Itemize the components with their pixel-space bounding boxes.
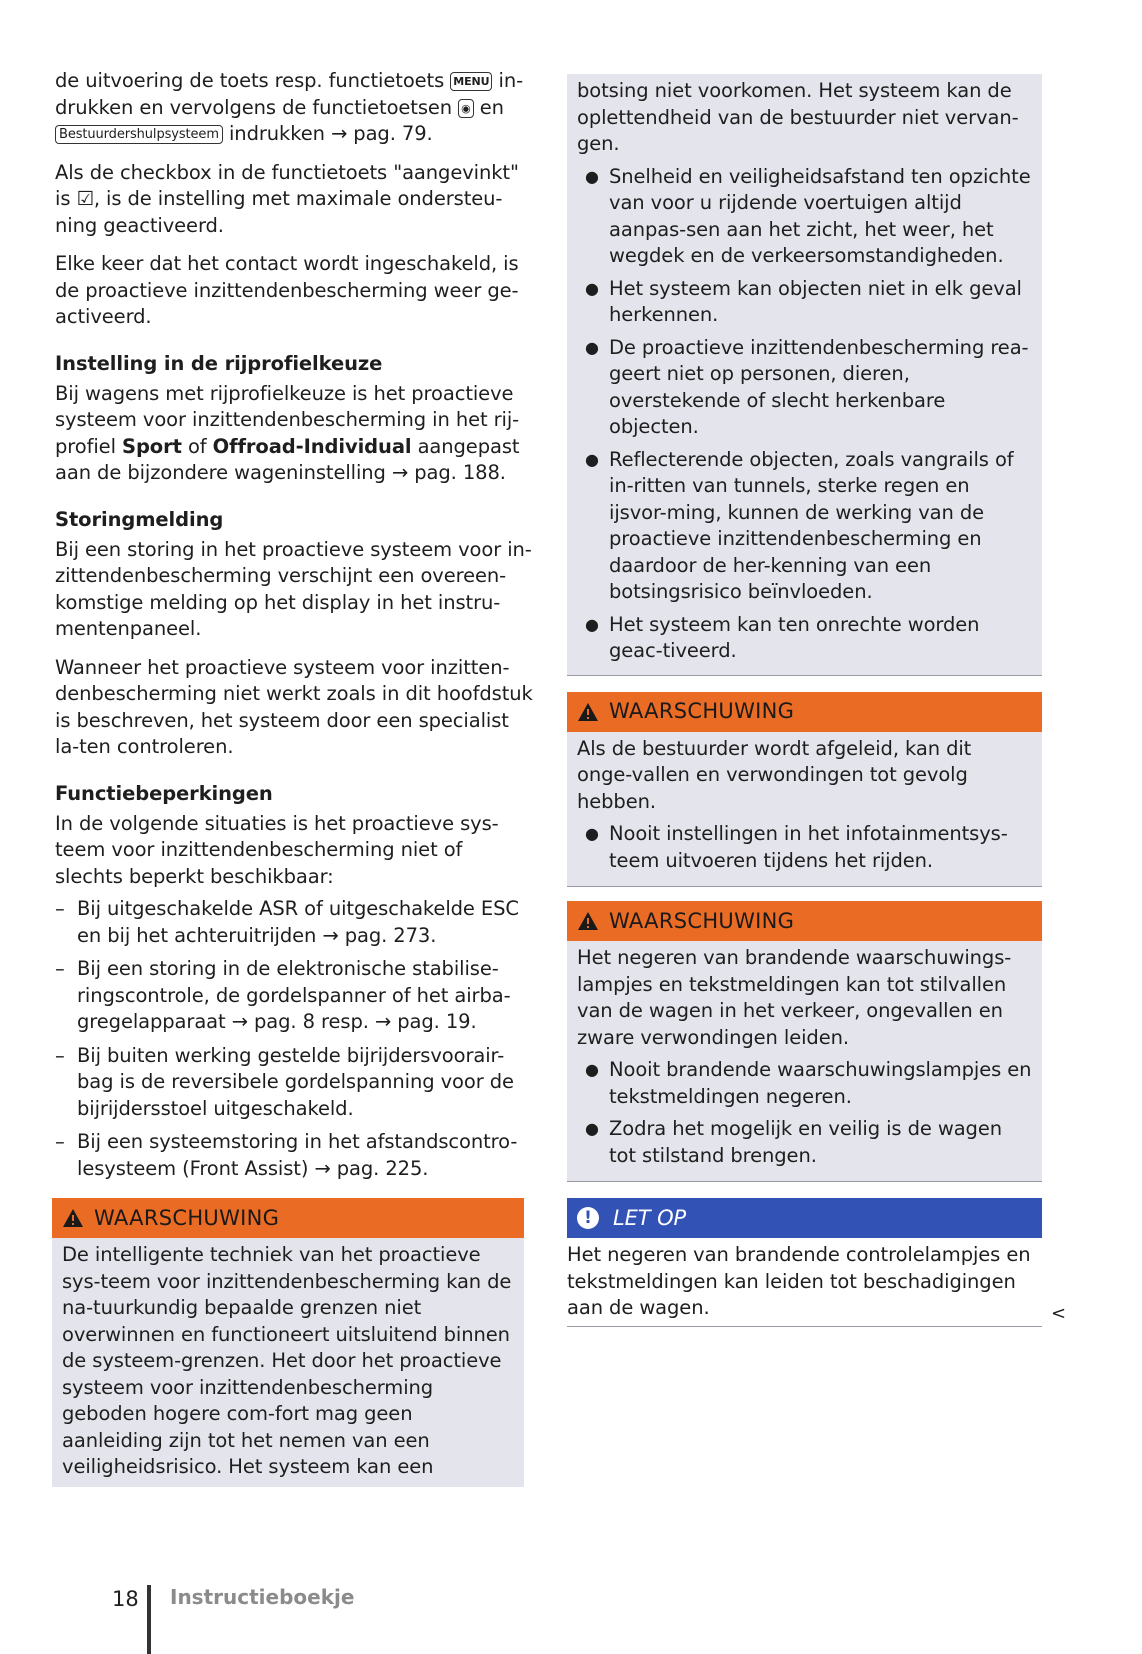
fault-paragraph-1: Bij een storing in het proactieve systeem voor in-zittendenbescherming verschijnt een overeen-komstige melding op het display in het instru-mentenpaneel. [55,537,532,640]
driver-assist-key: Bestuurdershulpsysteem [55,125,223,144]
list-item: – Bij een systeemstoring in het afstandscontro-lesysteem (Front Assist) → pag. 225. [55,1130,518,1180]
heading-limits: Functiebeperkingen [55,781,273,805]
section-end-marker: < [1051,1303,1066,1324]
continued-text: botsing niet voorkomen. Het systeem kan de oplettendheid van de bestuurder niet vervan-gen. [577,79,1019,155]
warning-header [567,692,1042,732]
warning-bullets [577,821,1032,874]
note-header [567,1198,1042,1238]
page-number: 18 [112,1587,139,1611]
warning-bullets [577,1057,1032,1169]
list-item: – Bij een storing in de elektronische stabilise-ringscontrole, de gordelspanner of het airba-gregelapparaat → pag. 8 resp. → pag. 19. [55,957,511,1033]
footer-title: Instructieboekje [170,1585,355,1609]
page-footer [0,1585,1142,1654]
list-item: ● Nooit instellingen in het infotainmentsys-teem uitvoeren tijdens het rijden. [585,822,1008,872]
list-item: ● Het systeem kan ten onrechte worden geac-tiveerd. [585,612,980,662]
profile-sport: Sport [122,434,182,458]
limits-paragraph: In de volgende situaties is het proactieve sys-teem voor inzittendenbescherming niet of slechts beperkt beschikbaar: [55,811,499,888]
list-item: – Bij uitgeschakelde ASR of uitgeschakelde ESC en bij het achteruitrijden → pag. 273. [55,897,519,947]
warning-triangle-icon [577,702,599,722]
intro-paragraph [55,68,533,148]
warning-text: Het negeren van brandende waarschuwings-lampjes en tekstmeldingen kan tot stilvallen van de wagen in het verkeer, ongevallen en zware verwondingen leiden. [577,946,1012,1049]
right-column [567,74,1066,1327]
list-item: ● Zodra het mogelijk en veilig is de wagen tot stilstand brengen. [585,1117,1002,1167]
list-item: ● Nooit brandende waarschuwingslampjes en tekstmeldingen negeren. [585,1058,1032,1108]
warning-body [567,941,1042,1182]
intro-text-1: de uitvoering de toets resp. functietoets [55,69,451,92]
warning-body [567,732,1042,888]
intro-text-3: en [473,95,504,119]
warning-header [52,1198,524,1238]
menu-key: MENU [450,72,492,91]
heading-fault: Storingmelding [55,507,224,531]
contact-paragraph: Elke keer dat het contact wordt ingeschakeld, is de proactieve inzittendenbescherming weer ge-activeerd. [55,252,519,328]
fault-paragraph-2: Wanneer het proactieve systeem voor inzitten-denbescherming niet werkt zoals in dit hoofdstuk is beschreven, het systeem door een specialist la-ten controleren. [55,655,533,758]
profile-text-1: Bij wagens met rijprofielkeuze is het proactieve systeem voor inzittendenbescherming in het rij-profiel [55,381,520,458]
profile-offroad: Offroad-Individual [212,434,412,458]
list-item: ● Reflecterende objecten, zoals vangrails of in-ritten van tunnels, sterke regen en ijsvor-ming, kunnen de werking van de proactieve inzittendenbescherming en daardoor de her-kenning van een botsingsrisico beïnvloeden. [585,447,1014,603]
warning-box-left [52,1198,524,1487]
intro-text-4: indrukken → pag. 79. [222,122,433,145]
checkbox-paragraph: Als de checkbox in de functietoets "aangevinkt" is ☑, is de instelling met maximale ondersteu-ning geactiveerd. [55,160,519,237]
warning-header [567,901,1042,941]
warning-box-2 [567,901,1042,1182]
warning-triangle-icon [577,911,599,931]
continued-bullets [577,164,1032,665]
warning-title: WAARSCHUWING [609,908,795,933]
warning-title: WAARSCHUWING [609,699,795,724]
note-body [567,1238,1066,1327]
warning-body [52,1238,524,1487]
assist-key-icon: ◉ [458,99,474,118]
list-item: ● De proactieve inzittendenbescherming rea-geert niet op personen, dieren, overstekende of slecht herkenbare objecten. [585,335,1029,438]
warning-triangle-icon [62,1208,84,1228]
profile-paragraph [55,381,533,487]
left-column [55,68,533,1487]
warning-title: WAARSCHUWING [94,1205,280,1230]
note-text: Het negeren van brandende controlelampjes en tekstmeldingen kan leiden tot beschadigingen aan de wagen. [567,1243,1031,1319]
profile-text-3: aangepast aan de bijzondere wageninstelling → pag. 188. [55,434,520,484]
warning-text: De intelligente techniek van het proactieve sys-teem voor inzittendenbescherming kan de na-tuurkundig bepaalde grenzen niet overwinnen en functioneert uitsluitend binnen de systeem-grenzen. Het door het proactieve systeem voor inzittendenbescherming geboden hogere com-fort mag geen aanleiding zijn tot het nemen van een veiligheidsrisico. Het systeem kan een [62,1243,512,1478]
heading-profile: Instelling in de rijprofielkeuze [55,351,383,375]
profile-text-2: of [181,434,213,458]
warning-box-1 [567,692,1042,888]
continued-warning-body [567,74,1042,676]
list-item: ● Snelheid en veiligheidsafstand ten opzichte van voor u rijdende voertuigen altijd aanpas-sen aan het zicht, het weer, het wegdek en de verkeersomstandigheden. [585,164,1031,267]
list-item: ● Het systeem kan objecten niet in elk geval herkennen. [585,276,1022,326]
note-title: LET OP [613,1205,687,1230]
exclamation-circle-icon: ! [577,1207,599,1229]
warning-text: Als de bestuurder wordt afgeleid, kan dit onge-vallen en verwondingen tot gevolg hebben. [577,736,972,813]
limits-list [55,896,533,1182]
footer-divider [147,1585,151,1654]
note-box [567,1198,1066,1327]
list-item: – Bij buiten werking gestelde bijrijdersvoorair-bag is de reversibele gordelspanning voor de bijrijdersstoel uitgeschakeld. [55,1043,514,1120]
intro-text-2: in-drukken en vervolgens de functietoetsen [55,69,524,119]
